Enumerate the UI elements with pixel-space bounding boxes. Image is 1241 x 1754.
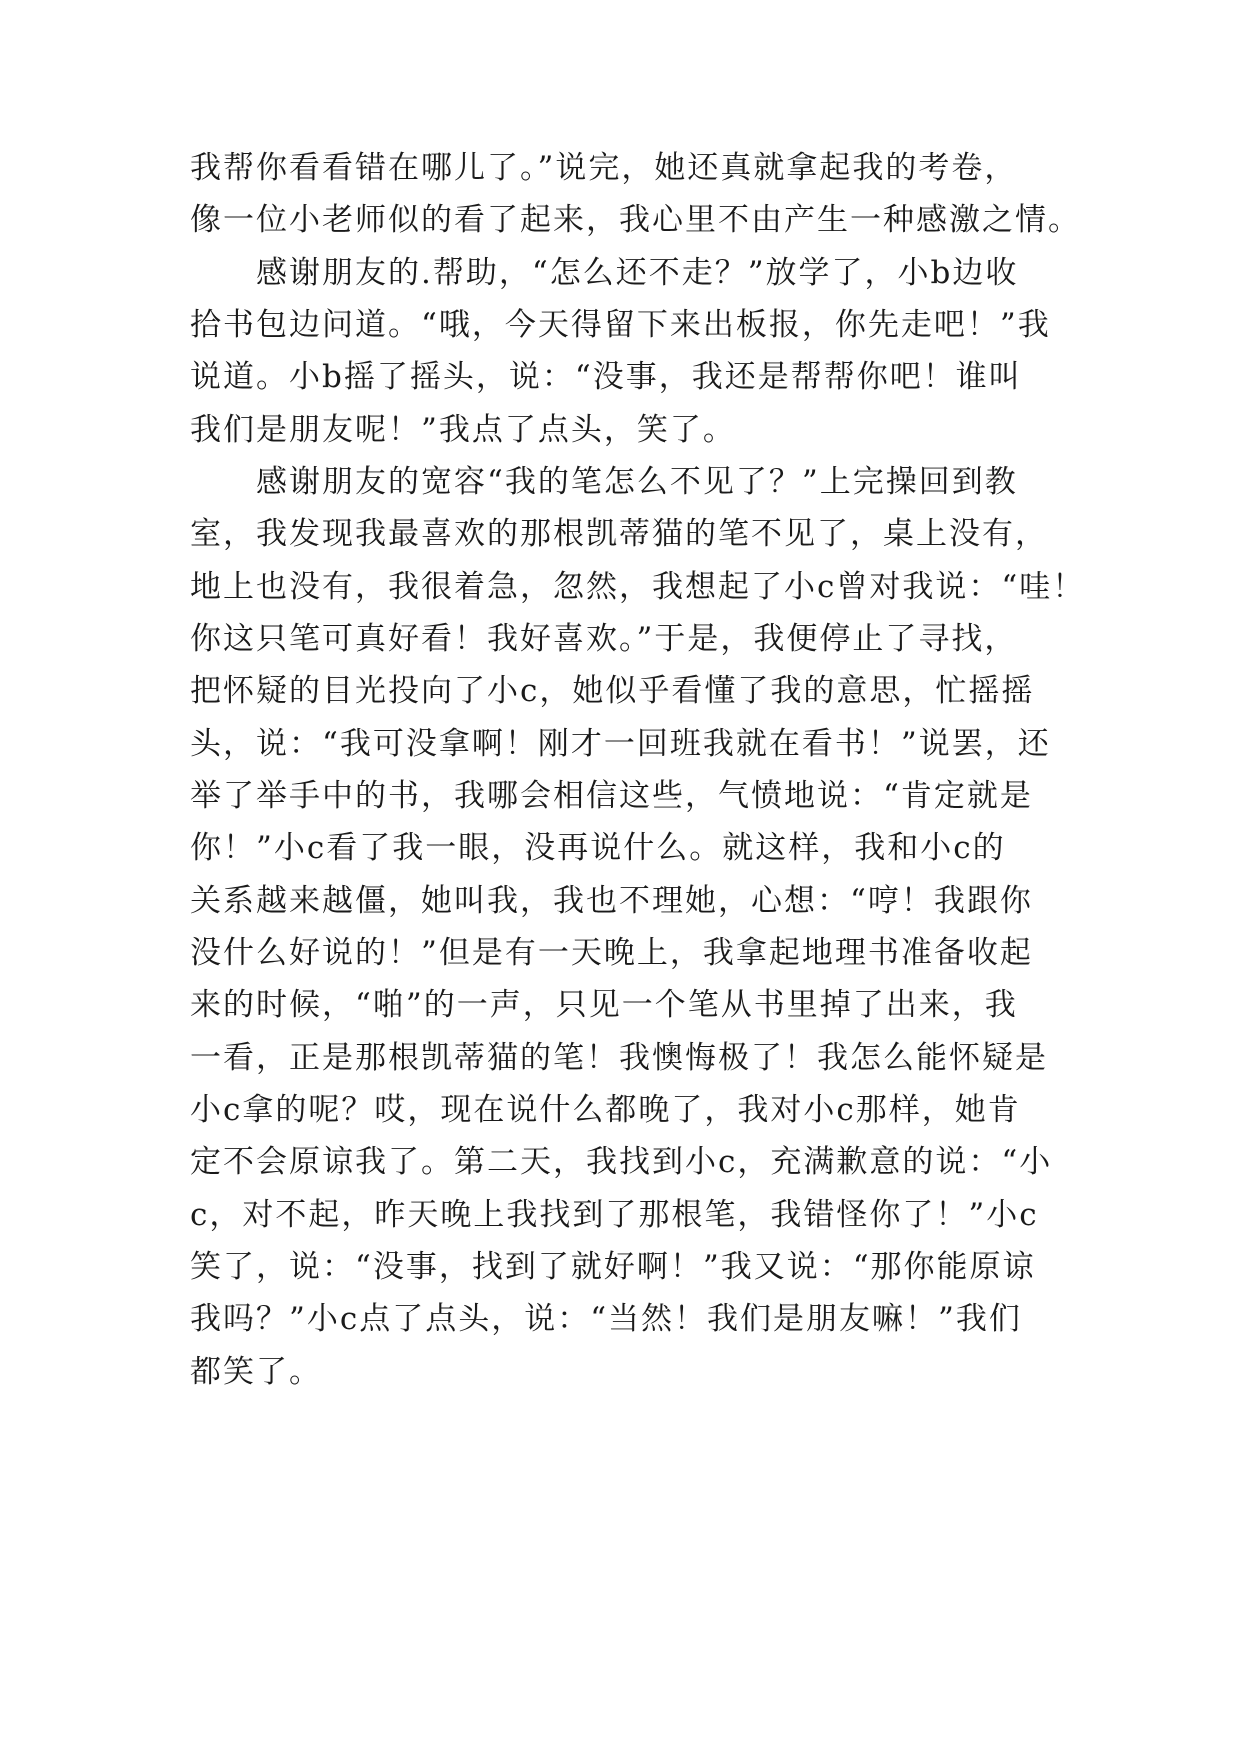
text-line: 我吗？”小c点了点头，说：“当然！我们是朋友嘛！”我们	[190, 1301, 1022, 1337]
text-line: 小c拿的呢？哎，现在说什么都晚了，我对小c那样，她肯	[190, 1092, 1021, 1128]
text-line: 室，我发现我最喜欢的那根凯蒂猫的笔不见了，桌上没有，	[190, 516, 1048, 552]
text-line: 笑了，说：“没事，找到了就好啊！”我又说：“那你能原谅	[190, 1249, 1036, 1285]
text-line: 地上也没有，我很着急，忽然，我想起了小c曾对我说：“哇！	[190, 569, 1086, 605]
text-line: 像一位小老师似的看了起来，我心里不由产生一种感激之情。	[190, 202, 1081, 238]
text-line: 你！”小c看了我一眼，没再说什么。就这样，我和小c的	[190, 830, 1006, 866]
text-line: 感谢朋友的.帮助，“怎么还不走？”放学了，小b边收	[190, 255, 1019, 291]
text-line: 我帮你看看错在哪儿了。”说完，她还真就拿起我的考卷，	[190, 150, 1018, 186]
text-line: c，对不起，昨天晚上我找到了那根笔，我错怪你了！”小c	[190, 1197, 1039, 1233]
text-line: 我们是朋友呢！”我点了点头，笑了。	[190, 412, 736, 448]
text-line: 说道。小b摇了摇头，说：“没事，我还是帮帮你吧！谁叫	[190, 359, 1022, 395]
text-line: 你这只笔可真好看！我好喜欢。”于是，我便停止了寻找，	[190, 621, 1018, 657]
text-line: 关系越来越僵，她叫我，我也不理她，心想：“哼！我跟你	[190, 883, 1033, 919]
text-line: 都笑了。	[190, 1354, 322, 1390]
text-line: 一看，正是那根凯蒂猫的笔！我懊悔极了！我怎么能怀疑是	[190, 1040, 1048, 1076]
text-line: 头，说：“我可没拿啊！刚才一回班我就在看书！”说罢，还	[190, 726, 1051, 762]
text-line: 举了举手中的书，我哪会相信这些，气愤地说：“肯定就是	[190, 778, 1033, 814]
text-line: 拾书包边问道。“哦，今天得留下来出板报，你先走吧！”我	[190, 307, 1051, 343]
text-line: 没什么好说的！”但是有一天晚上，我拿起地理书准备收起	[190, 935, 1033, 971]
text-line: 把怀疑的目光投向了小c，她似乎看懂了我的意思，忙摇摇	[190, 673, 1035, 709]
text-line: 来的时候，“啪”的一声，只见一个笔从书里掉了出来，我	[190, 987, 1018, 1023]
text-line: 感谢朋友的宽容“我的笔怎么不见了？”上完操回到教	[190, 464, 1018, 500]
text-line: 定不会原谅我了。第二天，我找到小c，充满歉意的说：“小	[190, 1144, 1053, 1180]
